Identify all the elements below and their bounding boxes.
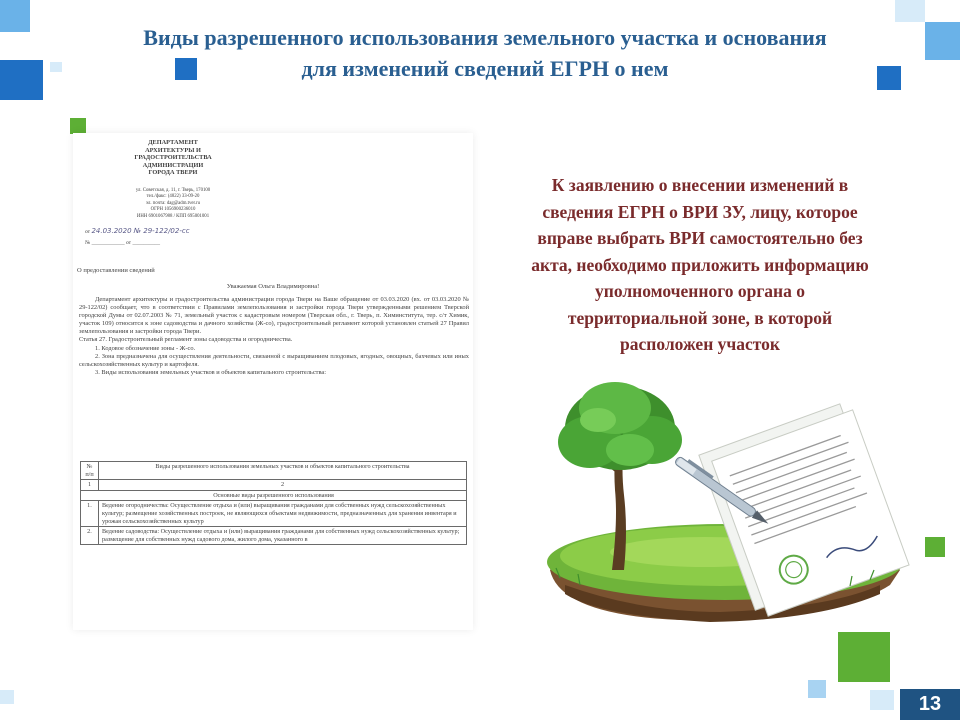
table-cell: 2.	[81, 527, 99, 545]
callout-line: К заявлению о внесении изменений в	[551, 175, 849, 195]
scanned-letter	[73, 133, 473, 630]
decor-square	[808, 680, 826, 698]
callout-line: сведения ЕГРН о ВРИ ЗУ, лицу, которое	[542, 201, 858, 222]
slide-title	[60, 22, 910, 84]
decor-square	[0, 60, 43, 100]
callout-line: акта, необходимо приложить информацию	[531, 254, 869, 275]
table-row	[81, 501, 467, 527]
table-cell: 1	[81, 480, 99, 491]
callout-line: территориальной зоне, в которой	[567, 307, 833, 328]
decor-square	[0, 0, 30, 32]
number-prefix: №	[85, 240, 91, 246]
number-date-prefix: от	[126, 240, 132, 246]
letter-subject: О предоставлении сведений	[77, 267, 155, 274]
callout-line: уполномоченного органа о	[595, 281, 805, 301]
callout-line: вправе выбрать ВРИ самостоятельно без	[537, 228, 863, 248]
contact-line: ИНН 6901067988 / КПП 695001001	[136, 213, 210, 219]
table-header-no: № п/п	[81, 462, 99, 480]
contact-line: ул. Советская, д. 11, г. Тверь, 170100	[135, 188, 211, 193]
letter-header	[73, 139, 273, 177]
table-cell: Ведение огородничества: Осуществление отдыха и (или) выращивания гражданами для собственных нужд сельскохозяйственных культур; размещение хозяйственных построек, не являющихся объектами недвижимости, предназначенных для хранения инвентаря и урожая сельскохозяйственных культур	[99, 501, 467, 527]
table-cell: 1.	[81, 501, 99, 527]
number-blank: ____________	[91, 240, 125, 246]
table-row	[81, 527, 467, 545]
letter-header-line: ГРАДОСТРОИТЕЛЬСТВА	[134, 154, 212, 162]
letter-contacts	[73, 188, 273, 220]
decor-square	[870, 690, 894, 710]
date-blank: __________	[132, 240, 160, 246]
decor-square	[70, 118, 86, 134]
slide-title-line-1: Виды разрешенного использования земельного участка и основания	[143, 25, 827, 50]
letter-header-line: АДМИНИСТРАЦИИ	[142, 161, 204, 169]
tree-document-illustration-icon	[520, 380, 920, 630]
letter-body	[79, 296, 469, 377]
table-header-row	[81, 462, 467, 480]
letter-number-line	[85, 240, 160, 246]
decor-square	[925, 537, 945, 557]
contact-line: эл. почта: dag@adm.tver.ru	[145, 200, 201, 206]
table-section: Основные виды разрешенного использования	[81, 490, 467, 501]
letter-paragraph: Департамент архитектуры и градостроительства администрации города Твери на Ваше обращение от 03.03.2020 (вх. от 03.03.2020 № 29-122/02) сообщает, что в соответствии с Правилами землепользования и застройки города Твери утвержденными решением Тверской городской Думы от 02.07.2003 № 71, земельный участок с кадастровым номером (Тверская обл., г. Тверь, п. Химинститута, тер. с/т Химик, участок 109) относится к зоне садоводства и дачного хозяйства (Ж-со), градостроительный регламент которой установлен статьей 27 Правил землепользования и застройки города Твери.	[79, 296, 469, 336]
letter-reference	[85, 227, 190, 235]
decor-square	[0, 690, 14, 704]
letter-greeting: Уважаемая Ольга Владимировна!	[226, 283, 320, 290]
contact-line: тел./факс: (4822) 33-09-20	[146, 194, 200, 200]
zoning-table	[80, 461, 467, 545]
callout-line: расположен участок	[619, 334, 780, 354]
page-number-badge: 13	[900, 689, 960, 720]
letter-paragraph: 1. Кодовое обозначение зоны - Ж-со.	[95, 344, 196, 352]
letter-header-line: АРХИТЕКТУРЫ И	[145, 146, 201, 154]
contact-line: ОГРН 1056900236010	[150, 207, 196, 213]
handwritten-reference: 24.03.2020 № 29-122/02-сс	[91, 227, 190, 235]
letter-paragraph: 2. Зона предназначена для осуществления деятельности, связанной с выращиванием плодовых, ягодных, овощных, бахчевых или иных сельскохозяйственных культур и картофеля.	[79, 352, 469, 368]
table-section-row	[81, 490, 467, 501]
table-header-title: Виды разрешенного использования земельных участков и объектов капитального строительства	[99, 462, 467, 480]
table-cell: Ведение садоводства: Осуществление отдыха и (или) выращивания гражданами для собственных нужд сельскохозяйственных культур; размещение для собственных нужд садового дома, жилого дома, указанного в	[99, 527, 467, 545]
table-cell: 2	[99, 480, 467, 491]
callout-text	[490, 172, 910, 358]
table-index-row	[81, 480, 467, 491]
decor-square	[925, 22, 960, 60]
decor-square	[895, 0, 925, 22]
letter-header-line: ДЕПАРТАМЕНТ	[148, 139, 198, 146]
letter-header-line: ГОРОДА ТВЕРИ	[148, 169, 198, 177]
letter-paragraph: 3. Виды использования земельных участков и объектов капитального строительства:	[95, 368, 327, 376]
letter-paragraph: Статья 27. Градостроительный регламент зоны садоводства и огородничества.	[79, 336, 293, 344]
reference-prefix: от	[85, 229, 91, 235]
decor-square	[838, 632, 890, 682]
slide-title-line-2: для изменений сведений ЕГРН о нем	[301, 56, 669, 81]
